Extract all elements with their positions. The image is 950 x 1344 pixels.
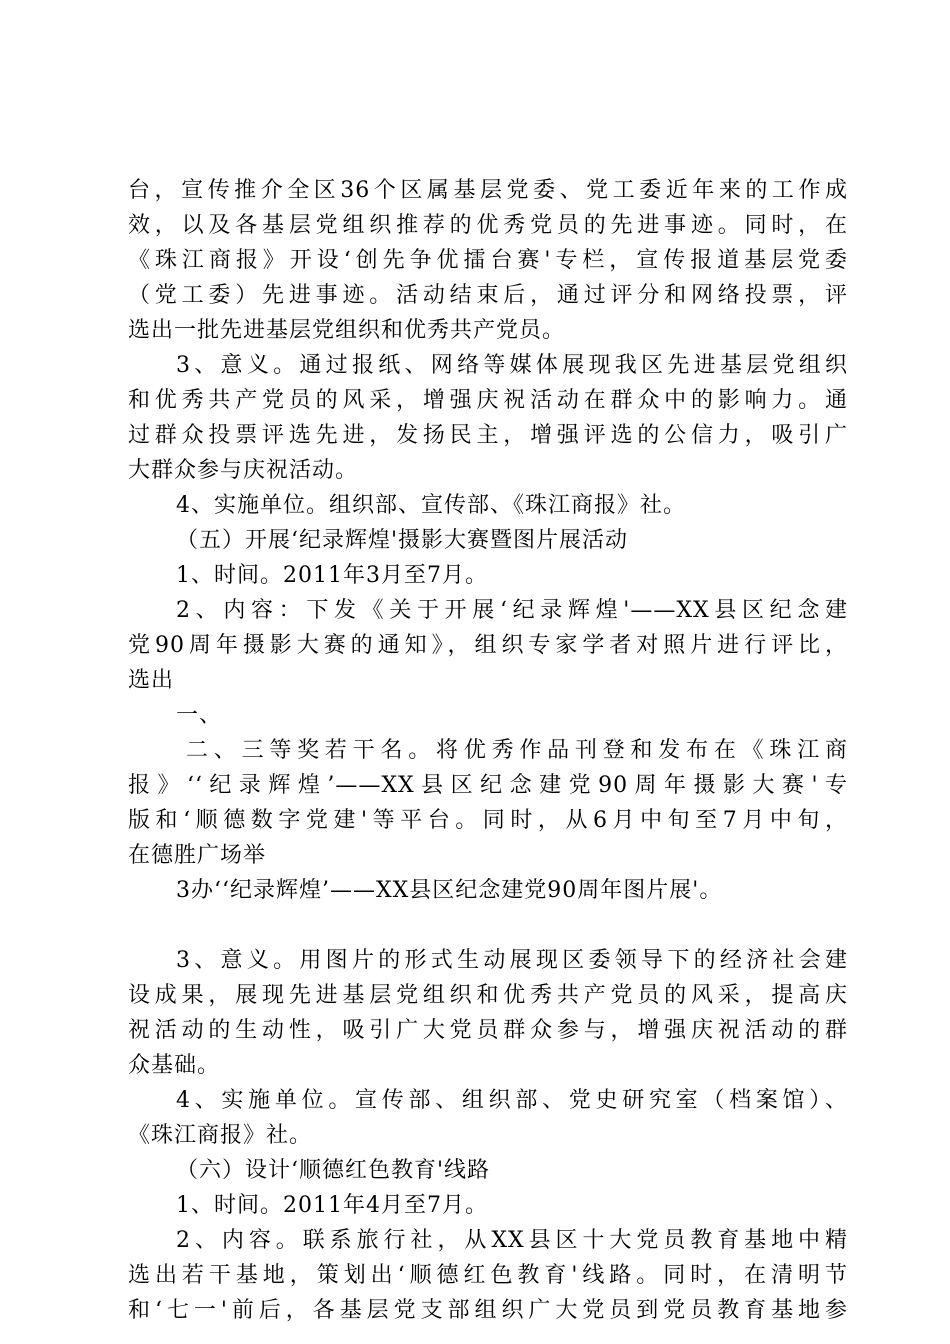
paragraph-line: 版和‘顺德数字党建'等平台。同时，从6月中旬至7月中旬， (128, 808, 848, 833)
paragraph-line: 众基础。 (128, 1053, 221, 1078)
section-heading: （六）设计‘顺德红色教育'线路 (176, 1158, 491, 1183)
paragraph-line: 4、实施单位。宣传部、组织部、党史研究室（档案馆）、 (176, 1088, 848, 1113)
paragraph-line: 大群众参与庆祝活动。 (128, 458, 359, 483)
paragraph-line: 在德胜广场举 (128, 843, 267, 868)
paragraph-line: 选出若干基地，策划出‘顺德红色教育'线路。同时，在清明节 (128, 1263, 848, 1288)
paragraph-line: 2、内容：下发《关于开展‘纪录辉煌'——XX县区纪念建 (176, 598, 848, 623)
paragraph-line: 和‘七一'前后，各基层党支部组织广大党员到党员教育基地参 (128, 1298, 848, 1323)
paragraph-line: 3、意义。用图片的形式生动展现区委领导下的经济社会建 (176, 948, 848, 973)
paragraph-line: （党工委）先进事迹。活动结束后，通过评分和网络投票，评 (128, 283, 848, 308)
paragraph-line: 2、内容。联系旅行社，从XX县区十大党员教育基地中精 (176, 1228, 848, 1253)
paragraph-line: 选出 (128, 668, 175, 693)
paragraph-line: 过群众投票评选先进，发扬民主，增强评选的公信力，吸引广 (128, 423, 848, 448)
paragraph-line: 设成果，展现先进基层党组织和优秀共产党员的风采，提高庆 (128, 983, 848, 1008)
paragraph-line: 一、 (176, 703, 223, 728)
paragraph-line: 1、时间。2011年3月至7月。 (176, 563, 488, 588)
paragraph-line: 《珠江商报》开设‘创先争优擂台赛'专栏，宣传报道基层党委 (128, 248, 848, 273)
paragraph-line: 3办‘‘纪录辉煌’——XX县区纪念建党90周年图片展'。 (176, 878, 723, 903)
paragraph-line: 3、意义。通过报纸、网络等媒体展现我区先进基层党组织 (176, 353, 848, 378)
paragraph-line: 祝活动的生动性，吸引广大党员群众参与，增强庆祝活动的群 (128, 1018, 848, 1043)
paragraph-line: 4、实施单位。组织部、宣传部、《珠江商报》社。 (176, 493, 686, 518)
paragraph-line: 台，宣传推介全区36个区属基层党委、党工委近年来的工作成 (128, 178, 848, 203)
paragraph-line: 选出一批先进基层党组织和优秀共产党员。 (128, 318, 566, 343)
section-heading: （五）开展‘纪录辉煌'摄影大赛暨图片展活动 (176, 528, 629, 553)
paragraph-line: 《珠江商报》社。 (128, 1123, 313, 1148)
paragraph-line: 效，以及各基层党组织推荐的优秀党员的先进事迹。同时，在 (128, 213, 848, 238)
paragraph-line: 1、时间。2011年4月至7月。 (176, 1193, 488, 1218)
paragraph-line: 二、三等奖若干名。将优秀作品刊登和发布在《珠江商 (186, 738, 848, 763)
paragraph-line: 报》‘‘纪录辉煌’——XX县区纪念建党90周年摄影大赛'专 (128, 773, 848, 798)
paragraph-line: 和优秀共产党员的风采，增强庆祝活动在群众中的影响力。通 (128, 388, 848, 413)
paragraph-line: 党90周年摄影大赛的通知》，组织专家学者对照片进行评比， (128, 633, 848, 658)
